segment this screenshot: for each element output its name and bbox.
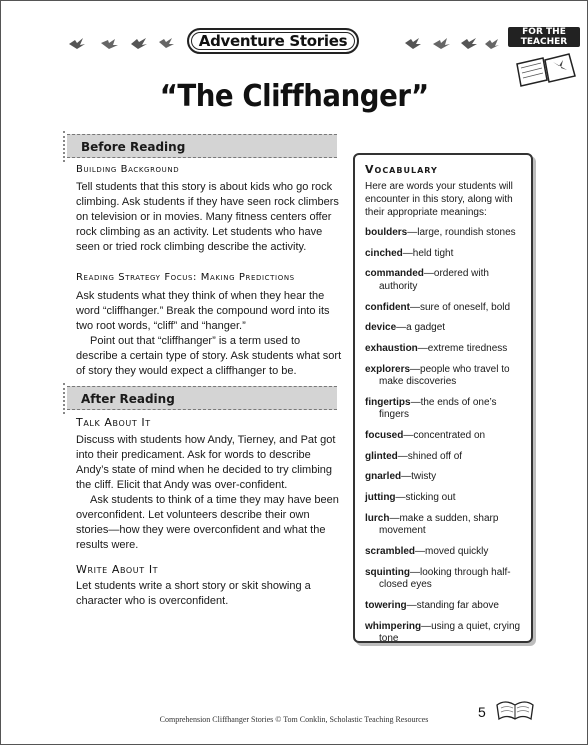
vocabulary-entry	[365, 364, 523, 389]
building-background-subhead: Building Background	[76, 164, 180, 175]
paragraph: Discuss with students how Andy, Tierney, and Pat got into their predicament. Ask for words to describe Andy’s state of mind when he decided to try climbing the cliff. Elicit that Andy was over-confident.	[76, 434, 336, 491]
birds-left-icon	[67, 36, 177, 50]
talk-about-it-subhead: Talk About It	[76, 416, 151, 429]
vocabulary-definition: —twisty	[401, 471, 437, 483]
vocabulary-entry	[365, 343, 523, 356]
vocabulary-definition: —moved quickly	[415, 545, 489, 557]
paragraph: Ask students to think of a time they may have been overconfident. Let volunteers describe their own stories—how they were overconfident and what the results were.	[76, 494, 339, 551]
page-number: 5	[478, 704, 486, 720]
vocabulary-entry	[365, 322, 523, 335]
vocabulary-definition: —sure of oneself, bold	[410, 301, 511, 313]
vocabulary-entry	[365, 567, 523, 592]
vocabulary-definition: —people who travel to make discoveries	[379, 363, 510, 388]
vocabulary-word: exhaustion	[365, 342, 418, 354]
vocabulary-entry	[365, 268, 523, 293]
vocabulary-definition: —shined off of	[397, 450, 463, 462]
vocabulary-definition: —large, roundish stones	[407, 227, 516, 238]
vocabulary-list	[365, 227, 523, 646]
vocabulary-word: confident	[365, 301, 410, 313]
vocabulary-word: focused	[365, 430, 404, 441]
vocabulary-word: commanded	[365, 268, 424, 280]
vocabulary-definition: —held tight	[402, 247, 454, 259]
after-reading-heading-text: After Reading	[81, 392, 175, 406]
series-label	[187, 28, 359, 54]
vocabulary-definition: —looking through half-closed eyes	[379, 566, 511, 591]
vocabulary-word: jutting	[365, 492, 396, 504]
vocabulary-entry	[365, 451, 523, 464]
vocabulary-entry	[365, 513, 523, 538]
vocabulary-word: scrambled	[365, 545, 416, 557]
footer-credit: Comprehension Cliffhanger Stories © Tom Conklin, Scholastic Teaching Resources	[159, 715, 429, 724]
teacher-badge-line-1: FOR THE	[522, 27, 566, 37]
vocabulary-definition: —standing far above	[406, 599, 499, 611]
teacher-badge-line-2: TEACHER	[520, 37, 568, 47]
write-about-it-text	[76, 579, 344, 609]
vocabulary-word: boulders	[365, 227, 408, 238]
strategy-subhead: Reading Strategy Focus: Making Predictions	[76, 272, 295, 283]
vocabulary-word: towering	[365, 599, 407, 611]
vocabulary-word: squinting	[365, 566, 410, 578]
vocabulary-definition: —concentrated on	[403, 430, 486, 441]
page-title-text: “The Cliffhanger”	[159, 79, 429, 114]
vocabulary-definition: —make a sudden, sharp movement	[379, 512, 499, 537]
vocabulary-word: fingertips	[365, 396, 411, 408]
series-label-text: Adventure Stories	[198, 32, 348, 50]
vocabulary-entry	[365, 621, 523, 646]
before-reading-heading	[67, 134, 337, 158]
vocabulary-definition: —a gadget	[396, 322, 446, 334]
vocabulary-word: cinched	[365, 247, 403, 259]
vocabulary-definition: —ordered with authority	[379, 268, 489, 292]
vocabulary-entry	[365, 492, 523, 505]
vocabulary-word: whimpering	[365, 620, 422, 632]
before-reading-heading-text: Before Reading	[81, 140, 186, 154]
vocabulary-entry	[365, 227, 523, 240]
vocabulary-word: explorers	[365, 363, 411, 375]
vocabulary-entry	[365, 248, 523, 261]
vocabulary-entry	[365, 471, 523, 484]
paragraph: Tell students that this story is about kids who go rock climbing. Ask students if they have seen rock climbers on television or in movies. Many fitness centers offer rock climbing as an activity. Let students who have seen or tried rock climbing describe the activity.	[76, 181, 339, 253]
vocabulary-entry	[365, 600, 523, 613]
open-book-icon	[495, 697, 535, 721]
vocabulary-intro: Here are words your students will encounter in this story, along with their appropriate meanings:	[365, 181, 513, 218]
vocabulary-definition: —using a quiet, crying tone	[379, 620, 521, 644]
vocabulary-word: glinted	[365, 450, 398, 462]
vocabulary-definition: —the ends of one’s fingers	[379, 396, 497, 421]
vocabulary-word: lurch	[365, 512, 390, 524]
birds-right-icon	[403, 36, 503, 50]
vocabulary-word: gnarled	[365, 471, 402, 483]
paragraph: Let students write a short story or skit showing a character who is overconfident.	[76, 580, 311, 607]
vocabulary-entry	[365, 430, 523, 443]
after-reading-heading	[67, 386, 337, 410]
vocabulary-entry	[365, 397, 523, 422]
vocabulary-word: device	[365, 322, 397, 334]
vocabulary-entry	[365, 302, 523, 315]
page-title	[1, 79, 587, 114]
write-about-it-subhead: Write About It	[76, 563, 159, 576]
vocabulary-definition: —extreme tiredness	[417, 342, 508, 354]
vocabulary-definition: —sticking out	[395, 492, 456, 504]
paragraph: Ask students what they think of when they hear the word “cliffhanger.” Break the compound word into its two root words, “cliff” and “hanger.”	[76, 290, 330, 332]
teacher-badge	[508, 27, 580, 47]
vocabulary-heading: Vocabulary	[365, 163, 438, 176]
vocabulary-box	[353, 153, 533, 643]
talk-about-it-text	[76, 433, 344, 553]
strategy-text	[76, 289, 344, 379]
building-background-text	[76, 180, 344, 255]
paragraph: Point out that “cliffhanger” is a term used to describe a certain type of story. Ask students what sort of story they would expect a cliffhanger to be.	[76, 335, 342, 377]
vocabulary-entry	[365, 546, 523, 559]
